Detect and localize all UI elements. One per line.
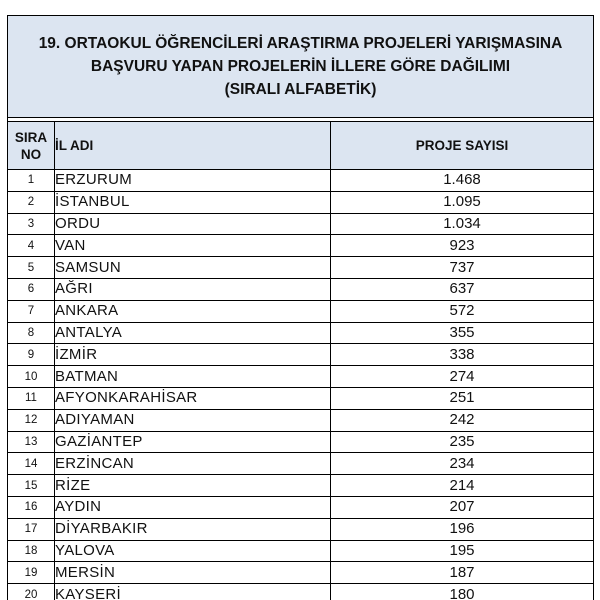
table-row (8, 170, 594, 192)
table-row (8, 213, 594, 235)
row-number: 1 (8, 170, 55, 192)
project-count: 235 (331, 431, 594, 453)
province-name: DİYARBAKIR (55, 518, 331, 540)
province-name: KAYSERİ (55, 584, 331, 600)
project-count: 251 (331, 387, 594, 409)
project-count: 572 (331, 300, 594, 322)
province-name: ANKARA (55, 300, 331, 322)
row-number: 7 (8, 300, 55, 322)
table-row (8, 540, 594, 562)
table-row (8, 453, 594, 475)
project-count: 1.034 (331, 213, 594, 235)
row-number: 5 (8, 257, 55, 279)
row-number: 8 (8, 322, 55, 344)
province-name: SAMSUN (55, 257, 331, 279)
header-proje-sayisi: PROJE SAYISI (331, 122, 594, 170)
title-line-3: (SIRALI ALFABETİK) (224, 81, 377, 98)
province-name: ORDU (55, 213, 331, 235)
row-number: 20 (8, 584, 55, 600)
project-count: 637 (331, 278, 594, 300)
row-number: 18 (8, 540, 55, 562)
project-count: 195 (331, 540, 594, 562)
project-count: 274 (331, 366, 594, 388)
province-name: VAN (55, 235, 331, 257)
table-row (8, 409, 594, 431)
row-number: 2 (8, 191, 55, 213)
project-count: 214 (331, 475, 594, 497)
table-row (8, 496, 594, 518)
row-number: 17 (8, 518, 55, 540)
province-project-table (7, 15, 594, 600)
table-row (8, 518, 594, 540)
province-name: GAZİANTEP (55, 431, 331, 453)
table-row (8, 191, 594, 213)
header-row (8, 122, 594, 170)
table-row (8, 278, 594, 300)
province-name: İZMİR (55, 344, 331, 366)
header-sira-no (8, 122, 55, 170)
province-name: YALOVA (55, 540, 331, 562)
project-count: 242 (331, 409, 594, 431)
table-body (8, 170, 594, 600)
province-name: İSTANBUL (55, 191, 331, 213)
row-number: 10 (8, 366, 55, 388)
project-count: 355 (331, 322, 594, 344)
table-row (8, 235, 594, 257)
table-row (8, 322, 594, 344)
province-name: ERZURUM (55, 170, 331, 192)
province-name: ADIYAMAN (55, 409, 331, 431)
row-number: 6 (8, 278, 55, 300)
project-count: 737 (331, 257, 594, 279)
province-name: AĞRI (55, 278, 331, 300)
project-count: 1.095 (331, 191, 594, 213)
row-number: 4 (8, 235, 55, 257)
province-name: AYDIN (55, 496, 331, 518)
province-name: ERZİNCAN (55, 453, 331, 475)
header-sira: SIRA (14, 129, 48, 145)
row-number: 19 (8, 562, 55, 584)
table-row (8, 257, 594, 279)
row-number: 9 (8, 344, 55, 366)
project-count: 1.468 (331, 170, 594, 192)
row-number: 14 (8, 453, 55, 475)
province-name: AFYONKARAHİSAR (55, 387, 331, 409)
project-count: 196 (331, 518, 594, 540)
title-line-2: BAŞVURU YAPAN PROJELERİN İLLERE GÖRE DAĞILIMI (90, 58, 511, 75)
row-number: 13 (8, 431, 55, 453)
table-row (8, 387, 594, 409)
province-name: BATMAN (55, 366, 331, 388)
table-row (8, 431, 594, 453)
project-count: 180 (331, 584, 594, 600)
row-number: 16 (8, 496, 55, 518)
row-number: 12 (8, 409, 55, 431)
province-name: MERSİN (55, 562, 331, 584)
project-count: 207 (331, 496, 594, 518)
table-row (8, 344, 594, 366)
project-count: 234 (331, 453, 594, 475)
table-row (8, 475, 594, 497)
table-row (8, 366, 594, 388)
table-row (8, 300, 594, 322)
project-count: 923 (331, 235, 594, 257)
row-number: 11 (8, 387, 55, 409)
title-line-1: 19. ORTAOKUL ÖĞRENCİLERİ ARAŞTIRMA PROJELERİ YARIŞMASINA (38, 35, 563, 52)
project-count: 338 (331, 344, 594, 366)
header-no: NO (20, 146, 42, 162)
row-number: 3 (8, 213, 55, 235)
province-name: ANTALYA (55, 322, 331, 344)
row-number: 15 (8, 475, 55, 497)
project-count: 187 (331, 562, 594, 584)
header-il-adi: İL ADI (55, 122, 331, 170)
table-title (8, 16, 594, 118)
province-name: RİZE (55, 475, 331, 497)
table-row (8, 584, 594, 600)
table-row (8, 562, 594, 584)
